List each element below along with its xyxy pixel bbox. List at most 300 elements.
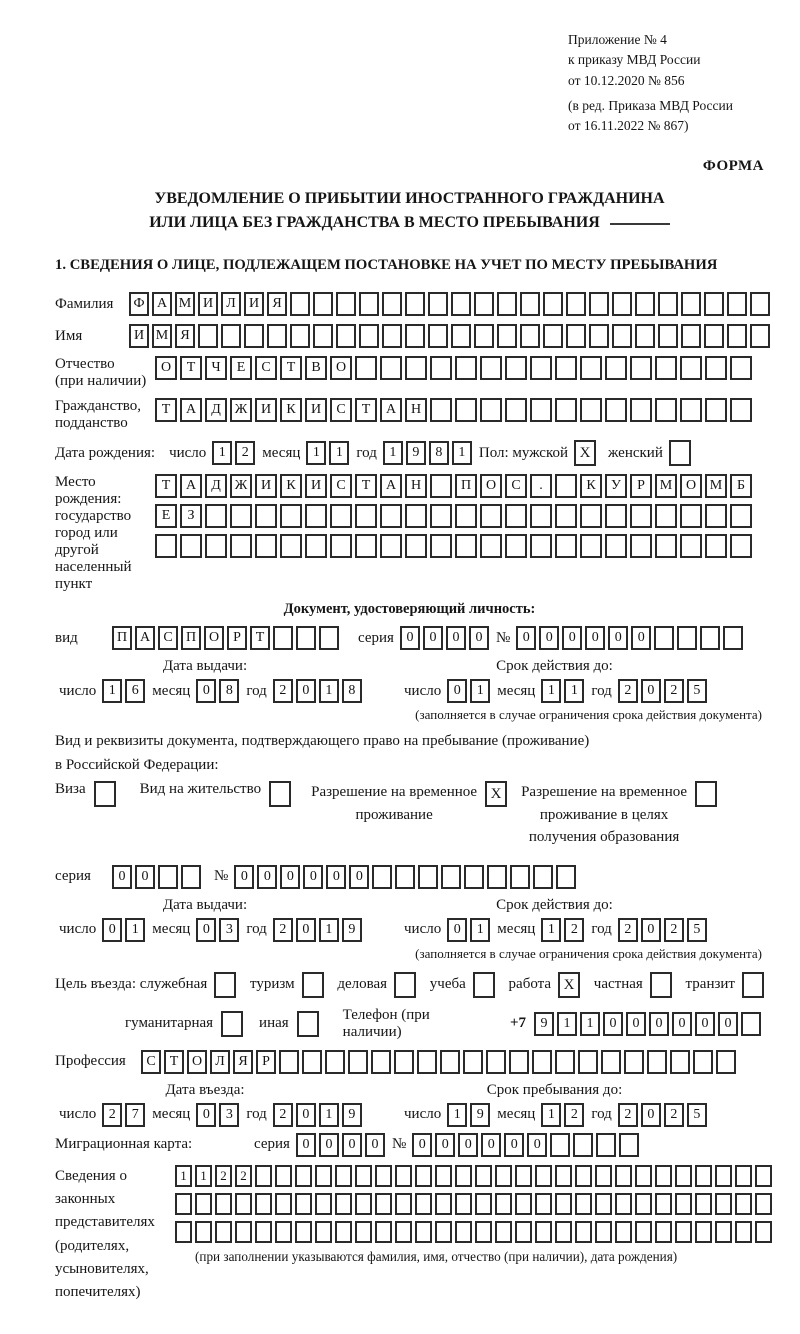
char-cell[interactable] — [630, 356, 652, 380]
char-cell[interactable] — [372, 865, 392, 889]
char-cell[interactable] — [395, 1165, 412, 1187]
char-cell[interactable]: 1 — [319, 918, 339, 942]
char-cell[interactable]: О — [204, 626, 224, 650]
char-cell[interactable]: Я — [175, 324, 195, 348]
char-cell[interactable]: 5 — [687, 1103, 707, 1127]
char-cell[interactable] — [296, 626, 316, 650]
char-cell[interactable] — [475, 1221, 492, 1243]
char-cell[interactable] — [359, 324, 379, 348]
char-cell[interactable] — [655, 1165, 672, 1187]
char-cell[interactable] — [319, 626, 339, 650]
char-cell[interactable] — [255, 504, 277, 528]
char-cell[interactable]: 3 — [219, 1103, 239, 1127]
char-cell[interactable] — [615, 1165, 632, 1187]
char-cell[interactable] — [680, 504, 702, 528]
char-cell[interactable]: У — [605, 474, 627, 498]
char-cell[interactable] — [693, 1050, 713, 1074]
char-cell[interactable] — [244, 324, 264, 348]
char-cell[interactable] — [480, 356, 502, 380]
char-cell[interactable]: Д — [205, 398, 227, 422]
char-cell[interactable]: И — [255, 474, 277, 498]
char-cell[interactable]: З — [180, 504, 202, 528]
char-cell[interactable] — [555, 1050, 575, 1074]
char-cell[interactable] — [230, 504, 252, 528]
char-cell[interactable] — [405, 324, 425, 348]
char-cell[interactable] — [520, 324, 540, 348]
char-cell[interactable] — [359, 292, 379, 316]
char-cell[interactable] — [555, 1165, 572, 1187]
char-cell[interactable]: А — [152, 292, 172, 316]
char-cell[interactable] — [580, 534, 602, 558]
char-cell[interactable] — [635, 1165, 652, 1187]
char-cell[interactable]: Т — [155, 398, 177, 422]
char-cell[interactable] — [655, 356, 677, 380]
checkbox-female[interactable] — [669, 440, 691, 466]
char-cell[interactable] — [336, 324, 356, 348]
char-cell[interactable] — [535, 1193, 552, 1215]
char-cell[interactable] — [305, 534, 327, 558]
char-cell[interactable] — [382, 292, 402, 316]
char-cell[interactable]: 0 — [400, 626, 420, 650]
char-cell[interactable] — [375, 1193, 392, 1215]
char-cell[interactable]: 9 — [534, 1012, 554, 1036]
char-cell[interactable]: И — [244, 292, 264, 316]
char-cell[interactable] — [280, 504, 302, 528]
char-cell[interactable]: 1 — [447, 1103, 467, 1127]
char-cell[interactable] — [635, 1193, 652, 1215]
char-cell[interactable] — [158, 865, 178, 889]
char-cell[interactable] — [495, 1221, 512, 1243]
char-cell[interactable]: 0 — [319, 1133, 339, 1157]
char-cell[interactable] — [255, 1193, 272, 1215]
char-cell[interactable] — [155, 534, 177, 558]
char-cell[interactable] — [635, 292, 655, 316]
char-cell[interactable]: 0 — [296, 1103, 316, 1127]
char-cell[interactable] — [595, 1165, 612, 1187]
char-cell[interactable]: К — [580, 474, 602, 498]
char-cell[interactable]: 1 — [541, 679, 561, 703]
char-cell[interactable] — [180, 534, 202, 558]
char-cell[interactable]: 9 — [342, 1103, 362, 1127]
char-cell[interactable] — [280, 534, 302, 558]
char-cell[interactable] — [355, 534, 377, 558]
char-cell[interactable] — [555, 356, 577, 380]
char-cell[interactable] — [750, 324, 770, 348]
checkbox-purpose-study[interactable] — [473, 972, 495, 998]
char-cell[interactable]: 1 — [580, 1012, 600, 1036]
char-cell[interactable]: 1 — [212, 441, 232, 465]
char-cell[interactable] — [695, 1165, 712, 1187]
char-cell[interactable] — [624, 1050, 644, 1074]
checkbox-rvp[interactable]: X — [485, 781, 507, 807]
char-cell[interactable] — [530, 504, 552, 528]
char-cell[interactable]: П — [455, 474, 477, 498]
char-cell[interactable] — [348, 1050, 368, 1074]
char-cell[interactable] — [589, 324, 609, 348]
char-cell[interactable]: О — [155, 356, 177, 380]
char-cell[interactable] — [573, 1133, 593, 1157]
char-cell[interactable]: 0 — [365, 1133, 385, 1157]
char-cell[interactable]: 0 — [423, 626, 443, 650]
char-cell[interactable] — [589, 292, 609, 316]
char-cell[interactable] — [530, 356, 552, 380]
char-cell[interactable] — [658, 292, 678, 316]
char-cell[interactable]: Т — [280, 356, 302, 380]
char-cell[interactable] — [273, 626, 293, 650]
char-cell[interactable]: 0 — [280, 865, 300, 889]
char-cell[interactable] — [290, 324, 310, 348]
char-cell[interactable] — [580, 356, 602, 380]
char-cell[interactable] — [580, 504, 602, 528]
char-cell[interactable]: 0 — [603, 1012, 623, 1036]
char-cell[interactable]: М — [152, 324, 172, 348]
char-cell[interactable] — [675, 1165, 692, 1187]
char-cell[interactable]: Т — [180, 356, 202, 380]
char-cell[interactable] — [428, 292, 448, 316]
checkbox-purpose-tourism[interactable] — [302, 972, 324, 998]
char-cell[interactable]: 0 — [435, 1133, 455, 1157]
char-cell[interactable] — [575, 1193, 592, 1215]
char-cell[interactable] — [486, 1050, 506, 1074]
char-cell[interactable]: 1 — [306, 441, 326, 465]
char-cell[interactable]: О — [680, 474, 702, 498]
char-cell[interactable]: 1 — [125, 918, 145, 942]
char-cell[interactable] — [655, 534, 677, 558]
char-cell[interactable] — [505, 398, 527, 422]
char-cell[interactable]: Р — [227, 626, 247, 650]
char-cell[interactable] — [715, 1165, 732, 1187]
char-cell[interactable] — [487, 865, 507, 889]
char-cell[interactable] — [654, 626, 674, 650]
char-cell[interactable]: И — [305, 474, 327, 498]
char-cell[interactable]: 1 — [319, 679, 339, 703]
char-cell[interactable]: К — [280, 398, 302, 422]
char-cell[interactable]: И — [198, 292, 218, 316]
char-cell[interactable]: И — [255, 398, 277, 422]
char-cell[interactable] — [505, 534, 527, 558]
char-cell[interactable]: 2 — [273, 1103, 293, 1127]
char-cell[interactable] — [675, 1221, 692, 1243]
char-cell[interactable] — [235, 1193, 252, 1215]
char-cell[interactable]: П — [112, 626, 132, 650]
char-cell[interactable]: 0 — [412, 1133, 432, 1157]
char-cell[interactable] — [630, 398, 652, 422]
char-cell[interactable]: 2 — [664, 679, 684, 703]
char-cell[interactable] — [655, 398, 677, 422]
char-cell[interactable] — [313, 324, 333, 348]
char-cell[interactable]: 0 — [102, 918, 122, 942]
char-cell[interactable]: А — [180, 474, 202, 498]
char-cell[interactable] — [630, 534, 652, 558]
char-cell[interactable]: Я — [233, 1050, 253, 1074]
char-cell[interactable]: 0 — [112, 865, 132, 889]
char-cell[interactable]: 0 — [296, 918, 316, 942]
char-cell[interactable] — [530, 398, 552, 422]
checkbox-purpose-transit[interactable] — [742, 972, 764, 998]
char-cell[interactable]: 1 — [557, 1012, 577, 1036]
char-cell[interactable] — [279, 1050, 299, 1074]
char-cell[interactable] — [655, 1193, 672, 1215]
char-cell[interactable] — [275, 1165, 292, 1187]
char-cell[interactable]: 0 — [257, 865, 277, 889]
char-cell[interactable] — [295, 1221, 312, 1243]
checkbox-residence-permit[interactable] — [269, 781, 291, 807]
char-cell[interactable]: К — [280, 474, 302, 498]
char-cell[interactable]: 0 — [196, 1103, 216, 1127]
char-cell[interactable] — [394, 1050, 414, 1074]
char-cell[interactable] — [430, 356, 452, 380]
char-cell[interactable] — [497, 292, 517, 316]
char-cell[interactable] — [515, 1165, 532, 1187]
char-cell[interactable] — [612, 292, 632, 316]
char-cell[interactable] — [575, 1165, 592, 1187]
char-cell[interactable] — [175, 1193, 192, 1215]
char-cell[interactable] — [695, 1221, 712, 1243]
char-cell[interactable] — [675, 1193, 692, 1215]
char-cell[interactable] — [195, 1221, 212, 1243]
char-cell[interactable] — [325, 1050, 345, 1074]
char-cell[interactable] — [730, 504, 752, 528]
char-cell[interactable] — [235, 1221, 252, 1243]
char-cell[interactable] — [630, 504, 652, 528]
char-cell[interactable] — [605, 398, 627, 422]
char-cell[interactable]: 2 — [664, 1103, 684, 1127]
char-cell[interactable] — [380, 504, 402, 528]
char-cell[interactable] — [543, 324, 563, 348]
char-cell[interactable] — [755, 1221, 772, 1243]
char-cell[interactable] — [302, 1050, 322, 1074]
char-cell[interactable] — [612, 324, 632, 348]
char-cell[interactable] — [730, 356, 752, 380]
char-cell[interactable]: 1 — [470, 679, 490, 703]
char-cell[interactable]: А — [135, 626, 155, 650]
char-cell[interactable]: 0 — [641, 679, 661, 703]
char-cell[interactable] — [695, 1193, 712, 1215]
char-cell[interactable] — [335, 1193, 352, 1215]
char-cell[interactable] — [395, 865, 415, 889]
char-cell[interactable] — [735, 1193, 752, 1215]
char-cell[interactable]: Ч — [205, 356, 227, 380]
char-cell[interactable] — [230, 534, 252, 558]
char-cell[interactable]: 0 — [234, 865, 254, 889]
char-cell[interactable] — [658, 324, 678, 348]
char-cell[interactable] — [723, 626, 743, 650]
char-cell[interactable]: 2 — [618, 1103, 638, 1127]
char-cell[interactable]: Я — [267, 292, 287, 316]
char-cell[interactable] — [680, 356, 702, 380]
char-cell[interactable] — [716, 1050, 736, 1074]
char-cell[interactable] — [741, 1012, 761, 1036]
char-cell[interactable] — [395, 1193, 412, 1215]
char-cell[interactable] — [451, 324, 471, 348]
char-cell[interactable] — [255, 534, 277, 558]
char-cell[interactable] — [435, 1193, 452, 1215]
char-cell[interactable] — [750, 292, 770, 316]
char-cell[interactable] — [430, 504, 452, 528]
char-cell[interactable] — [474, 292, 494, 316]
char-cell[interactable] — [495, 1165, 512, 1187]
checkbox-purpose-other[interactable] — [297, 1011, 319, 1037]
char-cell[interactable]: 1 — [329, 441, 349, 465]
char-cell[interactable] — [532, 1050, 552, 1074]
char-cell[interactable] — [681, 324, 701, 348]
char-cell[interactable] — [555, 534, 577, 558]
char-cell[interactable] — [451, 292, 471, 316]
char-cell[interactable] — [555, 1193, 572, 1215]
char-cell[interactable] — [730, 398, 752, 422]
char-cell[interactable]: Е — [230, 356, 252, 380]
char-cell[interactable] — [715, 1193, 732, 1215]
char-cell[interactable] — [705, 504, 727, 528]
char-cell[interactable]: Т — [250, 626, 270, 650]
char-cell[interactable] — [295, 1193, 312, 1215]
char-cell[interactable]: 2 — [235, 1165, 252, 1187]
char-cell[interactable]: 8 — [429, 441, 449, 465]
char-cell[interactable]: 2 — [273, 679, 293, 703]
char-cell[interactable] — [175, 1221, 192, 1243]
char-cell[interactable] — [605, 534, 627, 558]
char-cell[interactable] — [595, 1221, 612, 1243]
char-cell[interactable]: Л — [210, 1050, 230, 1074]
char-cell[interactable] — [475, 1193, 492, 1215]
char-cell[interactable]: Т — [155, 474, 177, 498]
char-cell[interactable]: В — [305, 356, 327, 380]
char-cell[interactable] — [556, 865, 576, 889]
char-cell[interactable]: Т — [355, 474, 377, 498]
char-cell[interactable]: 5 — [687, 918, 707, 942]
char-cell[interactable]: 0 — [303, 865, 323, 889]
char-cell[interactable] — [535, 1221, 552, 1243]
char-cell[interactable] — [475, 1165, 492, 1187]
char-cell[interactable]: Т — [355, 398, 377, 422]
char-cell[interactable]: 0 — [516, 626, 536, 650]
char-cell[interactable]: 0 — [196, 679, 216, 703]
char-cell[interactable] — [727, 292, 747, 316]
char-cell[interactable] — [575, 1221, 592, 1243]
char-cell[interactable]: Р — [630, 474, 652, 498]
char-cell[interactable] — [700, 626, 720, 650]
char-cell[interactable] — [428, 324, 448, 348]
char-cell[interactable] — [455, 356, 477, 380]
char-cell[interactable] — [205, 534, 227, 558]
char-cell[interactable]: Ж — [230, 398, 252, 422]
char-cell[interactable] — [555, 398, 577, 422]
char-cell[interactable] — [755, 1193, 772, 1215]
char-cell[interactable] — [533, 865, 553, 889]
char-cell[interactable] — [480, 504, 502, 528]
char-cell[interactable]: 0 — [649, 1012, 669, 1036]
char-cell[interactable] — [704, 324, 724, 348]
char-cell[interactable] — [295, 1165, 312, 1187]
char-cell[interactable] — [221, 324, 241, 348]
char-cell[interactable]: 2 — [215, 1165, 232, 1187]
char-cell[interactable] — [727, 324, 747, 348]
char-cell[interactable]: А — [380, 474, 402, 498]
char-cell[interactable]: 0 — [296, 679, 316, 703]
char-cell[interactable] — [405, 292, 425, 316]
char-cell[interactable] — [655, 1221, 672, 1243]
char-cell[interactable] — [267, 324, 287, 348]
char-cell[interactable]: 2 — [618, 918, 638, 942]
char-cell[interactable] — [670, 1050, 690, 1074]
char-cell[interactable]: И — [305, 398, 327, 422]
char-cell[interactable] — [455, 1193, 472, 1215]
char-cell[interactable] — [380, 534, 402, 558]
char-cell[interactable]: 0 — [672, 1012, 692, 1036]
char-cell[interactable] — [495, 1193, 512, 1215]
char-cell[interactable]: С — [255, 356, 277, 380]
char-cell[interactable]: 0 — [446, 626, 466, 650]
char-cell[interactable] — [647, 1050, 667, 1074]
char-cell[interactable]: П — [181, 626, 201, 650]
char-cell[interactable]: Ж — [230, 474, 252, 498]
char-cell[interactable] — [415, 1165, 432, 1187]
char-cell[interactable]: 1 — [452, 441, 472, 465]
char-cell[interactable]: 0 — [539, 626, 559, 650]
char-cell[interactable]: 1 — [541, 918, 561, 942]
char-cell[interactable] — [705, 356, 727, 380]
char-cell[interactable] — [681, 292, 701, 316]
char-cell[interactable]: 9 — [342, 918, 362, 942]
char-cell[interactable] — [255, 1165, 272, 1187]
char-cell[interactable] — [680, 534, 702, 558]
char-cell[interactable] — [615, 1221, 632, 1243]
char-cell[interactable] — [435, 1165, 452, 1187]
char-cell[interactable]: 0 — [447, 918, 467, 942]
char-cell[interactable] — [215, 1193, 232, 1215]
char-cell[interactable]: 8 — [342, 679, 362, 703]
char-cell[interactable] — [555, 504, 577, 528]
char-cell[interactable]: 1 — [383, 441, 403, 465]
char-cell[interactable] — [755, 1165, 772, 1187]
char-cell[interactable]: 1 — [564, 679, 584, 703]
char-cell[interactable] — [313, 292, 333, 316]
char-cell[interactable]: 0 — [695, 1012, 715, 1036]
char-cell[interactable] — [595, 1193, 612, 1215]
char-cell[interactable]: Л — [221, 292, 241, 316]
char-cell[interactable] — [578, 1050, 598, 1074]
char-cell[interactable] — [530, 534, 552, 558]
char-cell[interactable]: 1 — [541, 1103, 561, 1127]
char-cell[interactable] — [440, 1050, 460, 1074]
checkbox-purpose-business[interactable] — [394, 972, 416, 998]
char-cell[interactable]: М — [705, 474, 727, 498]
char-cell[interactable] — [680, 398, 702, 422]
char-cell[interactable]: Д — [205, 474, 227, 498]
char-cell[interactable]: С — [505, 474, 527, 498]
char-cell[interactable]: 0 — [718, 1012, 738, 1036]
char-cell[interactable]: Т — [164, 1050, 184, 1074]
char-cell[interactable] — [330, 504, 352, 528]
char-cell[interactable] — [255, 1221, 272, 1243]
char-cell[interactable] — [215, 1221, 232, 1243]
char-cell[interactable]: 7 — [125, 1103, 145, 1127]
char-cell[interactable]: 0 — [196, 918, 216, 942]
char-cell[interactable] — [704, 292, 724, 316]
char-cell[interactable] — [275, 1193, 292, 1215]
char-cell[interactable] — [480, 398, 502, 422]
char-cell[interactable] — [455, 398, 477, 422]
char-cell[interactable] — [515, 1193, 532, 1215]
char-cell[interactable]: 2 — [564, 918, 584, 942]
char-cell[interactable] — [195, 1193, 212, 1215]
char-cell[interactable] — [455, 504, 477, 528]
char-cell[interactable] — [380, 356, 402, 380]
char-cell[interactable] — [305, 504, 327, 528]
char-cell[interactable] — [510, 865, 530, 889]
char-cell[interactable] — [355, 356, 377, 380]
char-cell[interactable]: М — [655, 474, 677, 498]
